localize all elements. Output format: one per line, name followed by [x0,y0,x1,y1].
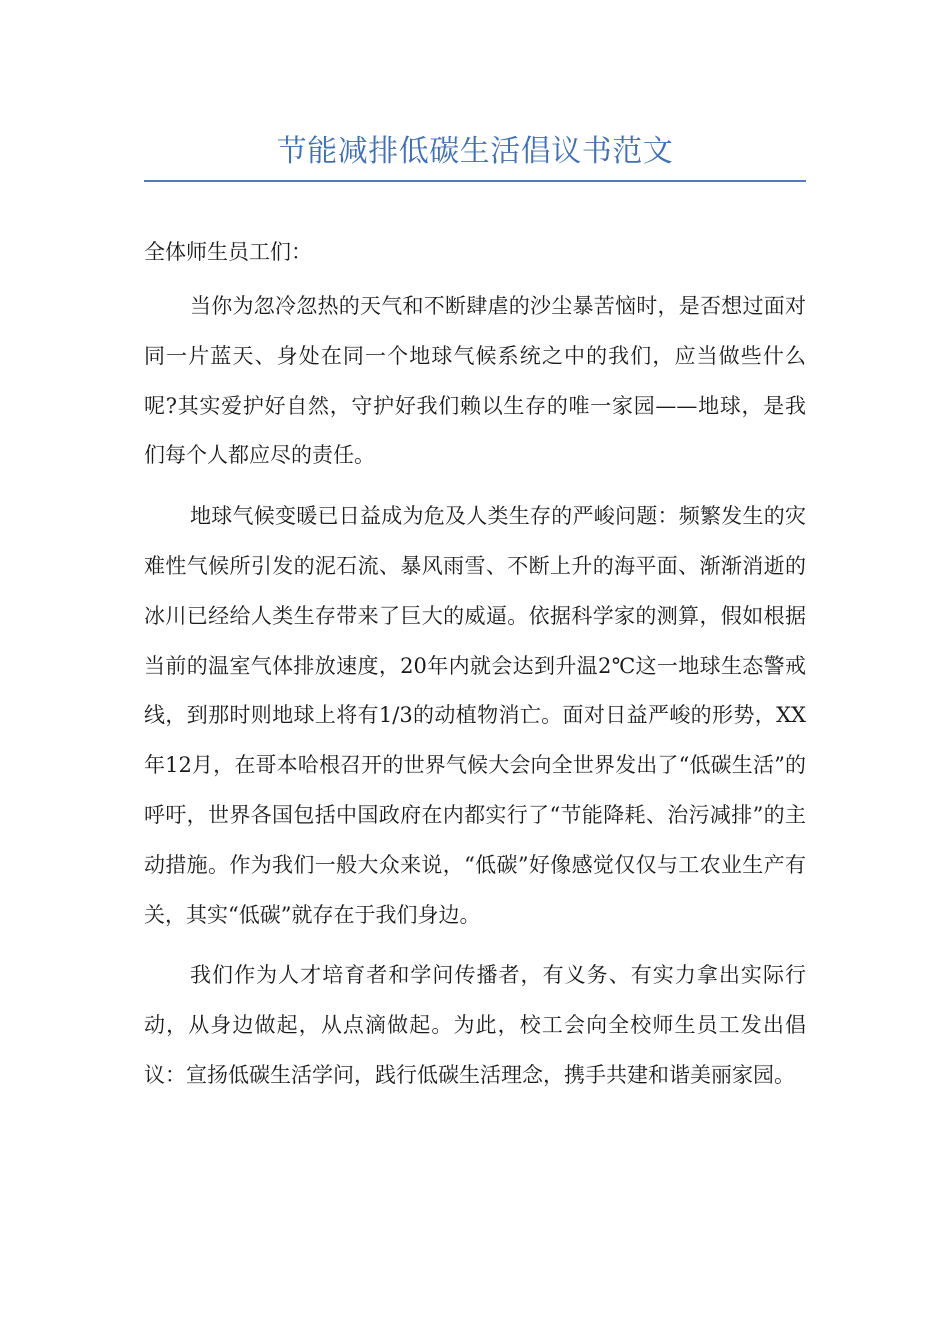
paragraph-1: 当你为忽冷忽热的天气和不断肆虐的沙尘暴苦恼时，是否想过面对同一片蓝天、身处在同一个地球气候系统之中的我们，应当做些什么呢?其实爱护好自然，守护好我们赖以生存的唯一家园——地球，是我们每个人都应尽的责任。 [144,294,806,468]
salutation: 全体师生员工们： [144,240,312,264]
document-title: 节能减排低碳生活倡议书范文 [276,134,674,169]
paragraph-3: 我们作为人才培育者和学问传播者，有义务、有实力拿出实际行动，从身边做起，从点滴做起。为此，校工会向全校师生员工发出倡议：宣扬低碳生活学问，践行低碳生活理念，携手共建和谐美丽家园。 [144,963,806,1087]
paragraph-2: 地球气候变暖已日益成为危及人类生存的严峻问题：频繁发生的灾难性气候所引发的泥石流、暴风雨雪、不断上升的海平面、渐渐消逝的冰川已经给人类生存带来了巨大的威逼。依据科学家的测算，假如根据当前的温室气体排放速度，20年内就会达到升温2℃这一地球生态警戒线，到那时则地球上将有1/3的动植物消亡。面对日益严峻的形势，XX年12月，在哥本哈根召开的世界气候大会向全世界发出了“低碳生活”的呼吁，世界各国包括中国政府在内都实行了“节能降耗、治污减排”的主动措施。作为我们一般大众来说，“低碳”好像感觉仅仅与工农业生产有关，其实“低碳”就存在于我们身边。 [144,504,806,927]
document-body [144,233,806,1112]
title-underline [144,180,806,182]
